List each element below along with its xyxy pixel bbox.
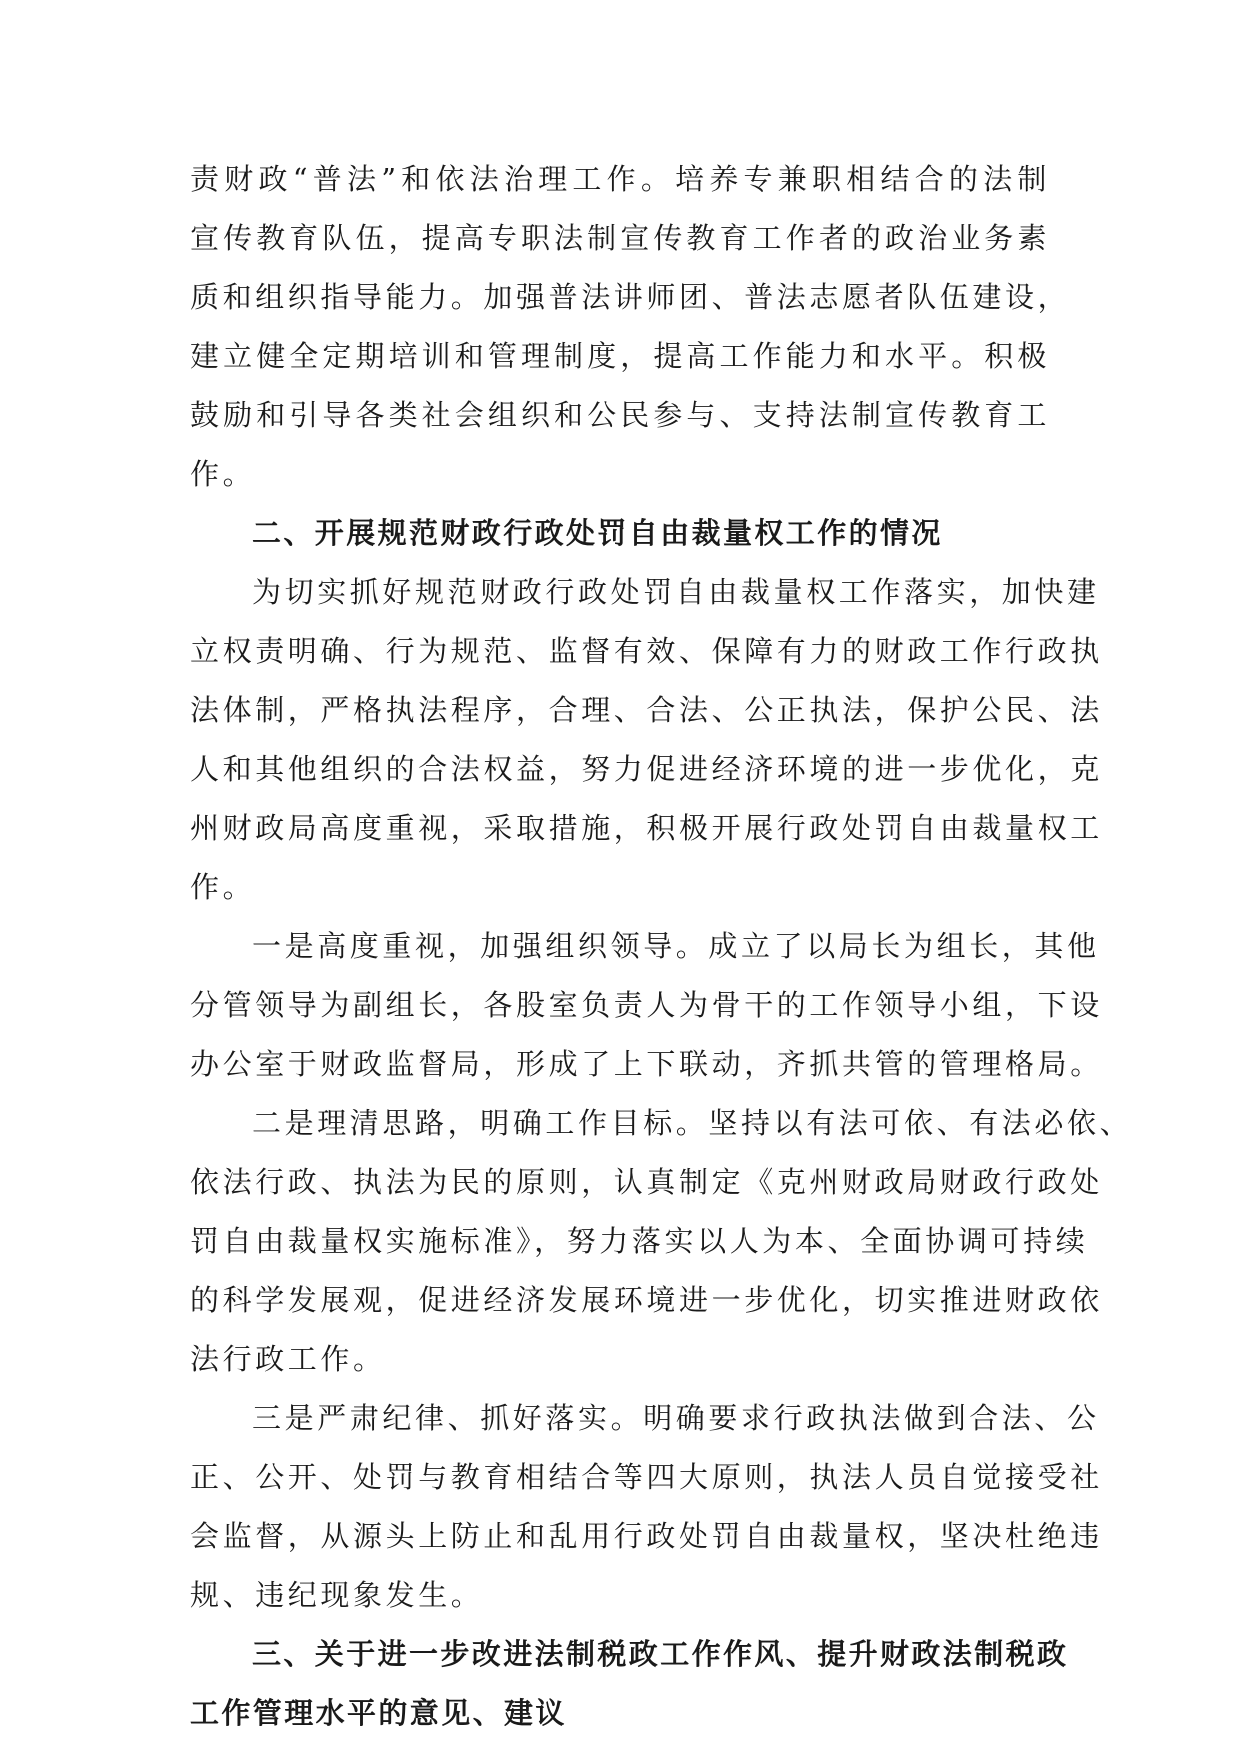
text-line: 法体制，严格执法程序，合理、合法、公正执法，保护公民、法 xyxy=(190,693,1103,727)
text-line: 会监督，从源头上防止和乱用行政处罚自由裁量权，坚决杜绝违 xyxy=(190,1519,1103,1553)
text-line: 立权责明确、行为规范、监督有效、保障有力的财政工作行政执 xyxy=(190,634,1103,668)
text-line: 建立健全定期培训和管理制度，提高工作能力和水平。积极 xyxy=(190,339,1050,373)
text-line: 二是理清思路，明确工作目标。坚持以有法可依、有法必依、 xyxy=(252,1106,1133,1140)
document-body xyxy=(190,150,1133,1743)
text-line: 办公室于财政监督局，形成了上下联动，齐抓共管的管理格局。 xyxy=(190,1047,1103,1081)
text-line: 宣传教育队伍，提高专职法制宣传教育工作者的政治业务素 xyxy=(190,221,1050,255)
section-2-intro-paragraph xyxy=(190,563,1103,917)
text-line: 法行政工作。 xyxy=(190,1342,386,1376)
text-line: 正、公开、处罚与教育相结合等四大原则，执法人员自觉接受社 xyxy=(190,1460,1103,1494)
text-line: 分管领导为副组长，各股室负责人为骨干的工作领导小组，下设 xyxy=(190,988,1103,1022)
section-3-heading xyxy=(190,1625,1069,1743)
point-2-paragraph xyxy=(190,1094,1133,1389)
paragraph-continuation xyxy=(190,150,1071,504)
text-line: 责财政“普法”和依法治理工作。培养专兼职相结合的法制 xyxy=(190,162,1050,196)
text-line: 为切实抓好规范财政行政处罚自由裁量权工作落实，加快建 xyxy=(252,575,1100,609)
text-line: 依法行政、执法为民的原则，认真制定《克州财政局财政行政处 xyxy=(190,1165,1103,1199)
point-1-paragraph xyxy=(190,917,1103,1094)
text-line: 质和组织指导能力。加强普法讲师团、普法志愿者队伍建设， xyxy=(190,280,1071,314)
text-line: 规、违纪现象发生。 xyxy=(190,1578,484,1612)
text-line: 人和其他组织的合法权益，努力促进经济环境的进一步优化，克 xyxy=(190,752,1103,786)
text-line: 一是高度重视，加强组织领导。成立了以局长为组长，其他 xyxy=(252,929,1100,963)
text-line: 作。 xyxy=(190,870,256,904)
heading-line: 工作管理水平的意见、建议 xyxy=(190,1696,567,1730)
text-line: 鼓励和引导各类社会组织和公民参与、支持法制宣传教育工 xyxy=(190,398,1050,432)
text-line: 三是严肃纪律、抓好落实。明确要求行政执法做到合法、公 xyxy=(252,1401,1100,1435)
heading-line: 三、关于进一步改进法制税政工作作风、提升财政法制税政 xyxy=(252,1637,1069,1671)
text-line: 州财政局高度重视，采取措施，积极开展行政处罚自由裁量权工 xyxy=(190,811,1103,845)
text-line: 的科学发展观，促进经济发展环境进一步优化，切实推进财政依 xyxy=(190,1283,1103,1317)
text-line: 罚自由裁量权实施标准》，努力落实以人为本、全面协调可持续 xyxy=(190,1224,1089,1258)
text-line: 作。 xyxy=(190,457,256,491)
section-2-heading: 二、开展规范财政行政处罚自由裁量权工作的情况 xyxy=(252,516,943,550)
point-3-paragraph xyxy=(190,1389,1103,1625)
